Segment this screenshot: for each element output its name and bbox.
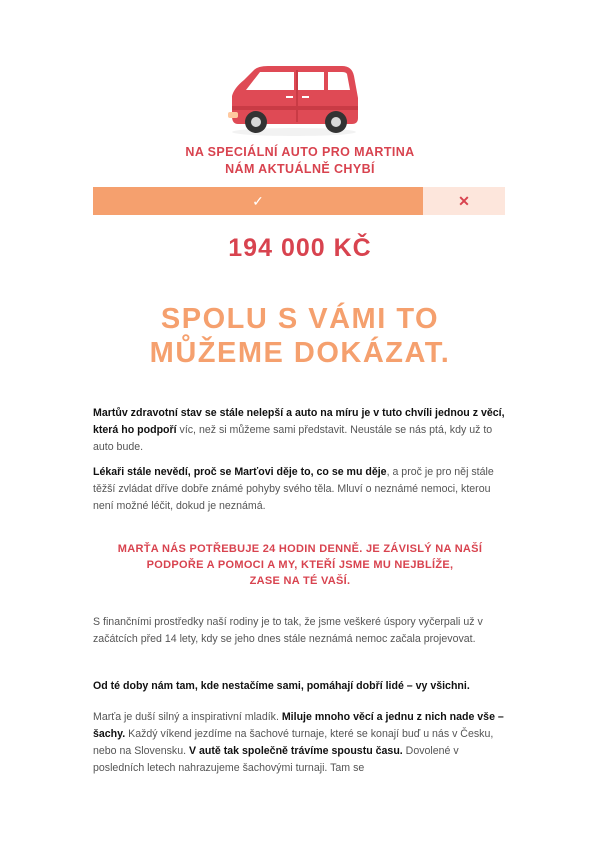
paragraph-chess-e: Dovolené v posledních letech nahrazujeme šachovými turnaji. Tam se <box>93 745 459 774</box>
quote-line3: ZASE NA TÉ VAŠÍ. <box>249 575 351 587</box>
paragraph-doctors-rest: , a proč je pro něj stále těžší zvládat dříve dobře známé pohyby svého těla. Mluví o neznámé nemoci, kterou není možné léčit, dokud je neznámá. <box>93 466 494 512</box>
paragraph-chess-d: V autě tak společně trávíme spoustu času. <box>189 745 403 757</box>
paragraph-chess-a: Marťa je duší silný a inspirativní mladík. <box>93 711 282 723</box>
paragraph-health-bold: Martův zdravotní stav se stále nelepší a auto na míru je v tuto chvíli jednou z věcí, která ho podpoří <box>93 407 505 436</box>
page-title-line1: SPOLU S VÁMI TO <box>160 303 440 335</box>
paragraph-help-bold: Od té doby nám tam, kde nestačíme sami, pomáhají dobří lidé – vy všichni. <box>93 680 470 692</box>
funding-headline <box>0 144 600 178</box>
paragraph-chess <box>93 709 507 777</box>
paragraph-help <box>93 678 507 695</box>
paragraph-finances-text: S finančními prostředky naší rodiny je to tak, že jsme veškeré úspory vyčerpali už v začátcích před 14 lety, kdy se jeho dnes stále neznámá nemoc začala projevovat. <box>93 616 483 645</box>
paragraph-chess-b: Miluje mnoho věcí a jednu z nich nade vše – šachy. <box>93 711 504 740</box>
missing-amount: 194 000 KČ <box>228 234 372 262</box>
check-icon: ✓ <box>252 193 264 209</box>
highlight-quote <box>0 541 600 589</box>
car-illustration <box>224 58 364 138</box>
quote-line2: PODPOŘE A POMOCI A MY, KTEŘÍ JSME MU NEJBLÍŽE, <box>146 559 454 571</box>
paragraph-doctors <box>93 464 507 515</box>
page-title-line2: MŮŽEME DOKÁZAT. <box>149 337 451 369</box>
paragraph-health <box>93 405 507 456</box>
close-icon: ✕ <box>458 193 470 209</box>
quote-line1: MARŤA NÁS POTŘEBUJE 24 HODIN DENNĚ. JE ZÁVISLÝ NA NAŠÍ <box>117 543 483 555</box>
paragraph-doctors-bold: Lékaři stále nevědí, proč se Marťovi děje to, co se mu děje <box>93 466 387 478</box>
funding-headline-line1: NA SPECIÁLNÍ AUTO PRO MARTINA <box>185 145 415 159</box>
funding-headline-line2: NÁM AKTUÁLNĚ CHYBÍ <box>225 162 375 176</box>
paragraph-finances <box>93 614 507 648</box>
paragraph-chess-c: Každý víkend jezdíme na šachové turnaje, které se konají buď u nás v Česku, nebo na Slovensku. <box>93 728 494 757</box>
page-title <box>0 302 600 370</box>
paragraph-health-rest: víc, než si můžeme sami představit. Neustále se nás ptá, kdy už to auto bude. <box>93 424 493 453</box>
funding-progress-bar <box>93 187 505 215</box>
